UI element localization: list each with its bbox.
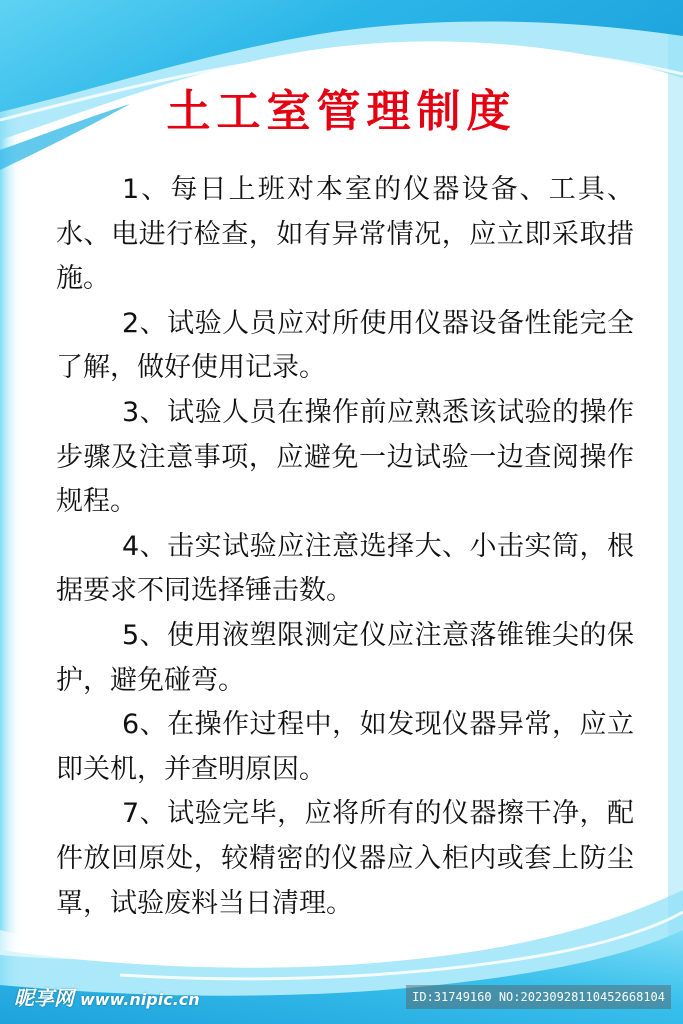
rule-item: 7、试验完毕，应将所有的仪器擦干净，配件放回原处，较精密的仪器应入柜内或套上防尘罩，试验废料当日清理。 <box>56 798 634 919</box>
right-edge-tint <box>668 0 683 1024</box>
watermark-id: ID:31749160 NO:20230928110452668104 <box>406 985 671 1009</box>
rule-item: 4、击实试验应注意选择大、小击实筒，根据要求不同选择锤击数。 <box>56 530 634 607</box>
rule-item: 3、试验人员在操作前应熟悉该试验的操作步骤及注意事项，应避免一边试验一边查阅操作规程。 <box>56 396 634 518</box>
rule-item: 5、使用液塑限测定仪应注意落锥锥尖的保护，避免碰弯。 <box>56 619 634 696</box>
rule-item: 1、每日上班对本室的仪器设备、工具、水、电进行检查，如有异常情况，应立即采取措施。 <box>56 174 634 295</box>
rule-item: 2、试验人员应对所使用仪器设备性能完全了解，做好使用记录。 <box>56 307 634 384</box>
bottom-left-swoosh <box>0 930 190 960</box>
watermark-logo <box>14 984 200 1012</box>
watermark-brand-name: 昵享网 <box>14 986 74 1010</box>
rules-list <box>56 168 634 926</box>
watermark-brand-url: www.nipic.cn <box>80 990 200 1009</box>
poster-title: 土工室管理制度 <box>166 86 517 137</box>
rule-item: 6、在操作过程中，如发现仪器异常，应立即关机，并查明原因。 <box>56 709 634 785</box>
